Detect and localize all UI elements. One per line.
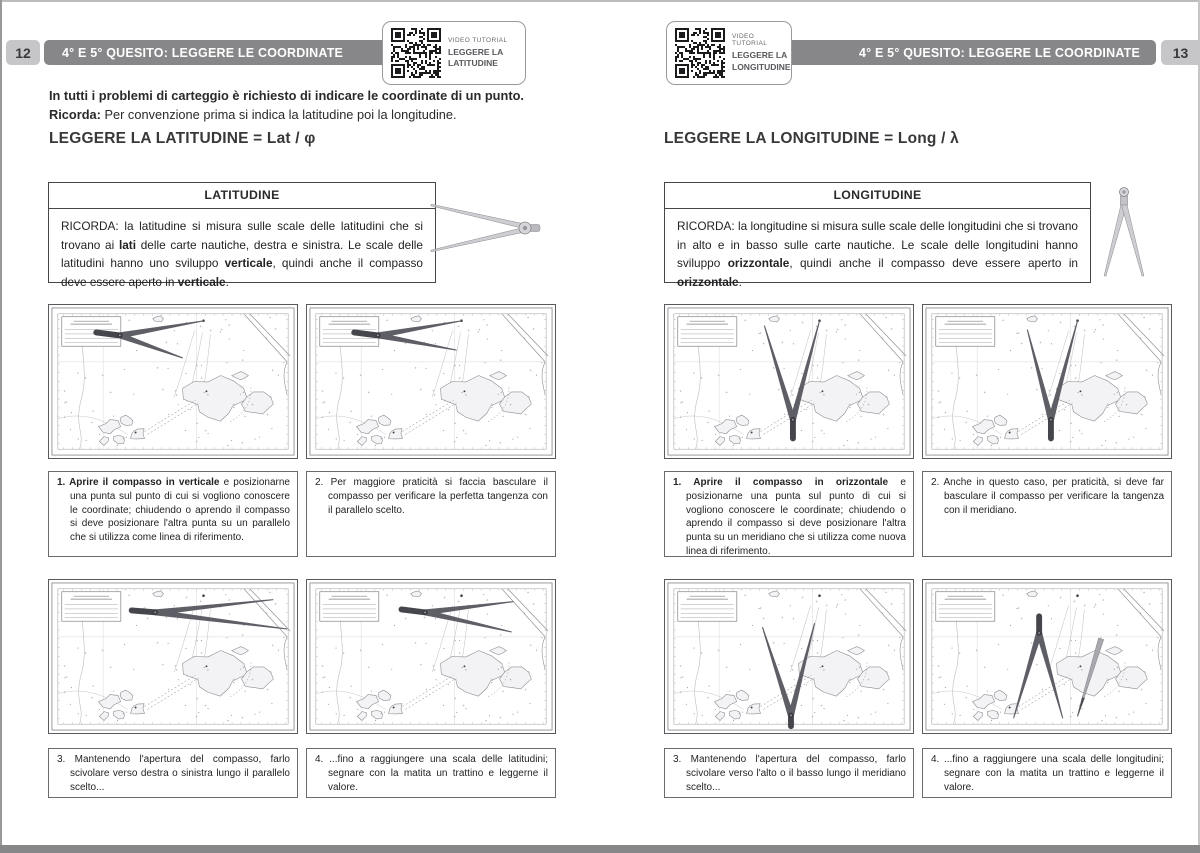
video-tutorial-qr-panel [666, 21, 792, 85]
chart-panel-long-1 [664, 304, 914, 557]
divider-compass-horizontal-icon [423, 197, 545, 264]
chart-panel-long-3 [664, 579, 914, 798]
nautical-chart [922, 304, 1172, 459]
info-box-body: RICORDA: la latitudine si misura sulle scale delle latitudini che si trovano ai lati delle carte nautiche, destra e sinistra. Le scale delle latitudini hanno uno sviluppo verticale, quindi anche il compasso deve essere aperto in verticale. [61, 219, 423, 289]
chart-panel-long-2 [922, 304, 1172, 557]
panel-caption: 3. Mantenendo l'apertura del compasso, farlo scivolare verso l'alto o il basso lungo il meridiano scelto... [664, 748, 914, 798]
qr-code-icon [391, 28, 441, 78]
nautical-chart [664, 304, 914, 459]
panel-caption: 2. Anche in questo caso, per praticità, si deve far basculare il compasso per verificare la tangenza con il meridiano. [922, 471, 1172, 557]
panel-caption: 4. ...fino a raggiungere una scala delle latitudini; segnare con la matita un trattino e leggerne il valore. [306, 748, 556, 798]
chart-panel-long-4 [922, 579, 1172, 798]
section-title-latitude: LEGGERE LA LATITUDINE = Lat / φ [49, 130, 316, 147]
info-box-title: LATITUDINE [49, 183, 435, 209]
qr-kicker: VIDEO TUTORIAL [448, 36, 508, 44]
page-number-tab: 12 [6, 40, 40, 65]
divider-compass-vertical-icon [1098, 184, 1150, 285]
qr-kicker: VIDEO TUTORIAL [732, 33, 768, 48]
panel-caption: 1. Aprire il compasso in orizzontale e posizionarne una punta sul punto di cui si vogliono conoscere le coordinate; chiudendo o aprendo il compasso si deve posizionare l'altra punta su un meridiano che si utilizza come nuova linea di riferimento. [664, 471, 914, 557]
info-box-title: LONGITUDINE [665, 183, 1090, 209]
intro-line-2: Ricorda: Per convenzione prima si indica la latitudine poi la longitudine. [49, 107, 457, 123]
chart-panel-lat-4 [306, 579, 556, 798]
intro-line-1: In tutti i problemi di carteggio è richiesto di indicare le coordinate di un punto. [49, 88, 524, 103]
section-title-longitude: LEGGERE LA LONGITUDINE = Long / λ [664, 130, 959, 147]
info-box-latitude [48, 182, 436, 289]
panel-caption: 1. Aprire il compasso in verticale e posizionarne una punta sul punto di cui si vogliono conoscere le coordinate; chiudendo o aprendo il compasso si deve posizionare l'altra punta su un parallelo che si utilizza come linea di riferimento. [48, 471, 298, 557]
chart-panel-lat-3 [48, 579, 298, 798]
chapter-header-bar: 4° E 5° QUESITO: LEGGERE LE COORDINATE [778, 40, 1156, 65]
nautical-chart [922, 579, 1172, 734]
qr-title: LEGGERE LA LONGITUDINE [732, 50, 791, 72]
nautical-chart [306, 304, 556, 459]
video-tutorial-qr-panel [382, 21, 526, 85]
info-box-longitude [664, 182, 1091, 289]
nautical-chart [48, 304, 298, 459]
page-edge-bottom [0, 845, 1200, 853]
page-edge-left [0, 0, 2, 847]
qr-title: LEGGERE LA LATITUDINE [448, 46, 504, 68]
panel-caption: 4. ...fino a raggiungere una scala delle longitudini; segnare con la matita un trattino e leggerne il valore. [922, 748, 1172, 798]
intro-paragraph [49, 86, 565, 124]
info-box-body: RICORDA: la longitudine si misura sulle scale delle longitudini che si trovano in alto e in basso sulle carte nautiche. Le scale delle longitudini hanno sviluppo orizzontale, quindi anche il compasso deve essere aperto in orizzontale. [677, 219, 1078, 289]
nautical-chart [48, 579, 298, 734]
nautical-chart [306, 579, 556, 734]
chapter-header-bar: 4° E 5° QUESITO: LEGGERE LE COORDINATE [44, 40, 396, 65]
chart-panel-lat-1 [48, 304, 298, 557]
panel-caption: 3. Mantenendo l'apertura del compasso, farlo scivolare verso destra o sinistra lungo il parallelo scelto... [48, 748, 298, 798]
page-number-tab: 13 [1161, 40, 1200, 65]
panel-caption: 2. Per maggiore praticità si faccia basculare il compasso per verificare la perfetta tangenza con il parallelo scelto. [306, 471, 556, 557]
page-edge-top [0, 0, 1200, 2]
qr-code-icon [675, 28, 725, 78]
chart-panel-lat-2 [306, 304, 556, 557]
nautical-chart [664, 579, 914, 734]
